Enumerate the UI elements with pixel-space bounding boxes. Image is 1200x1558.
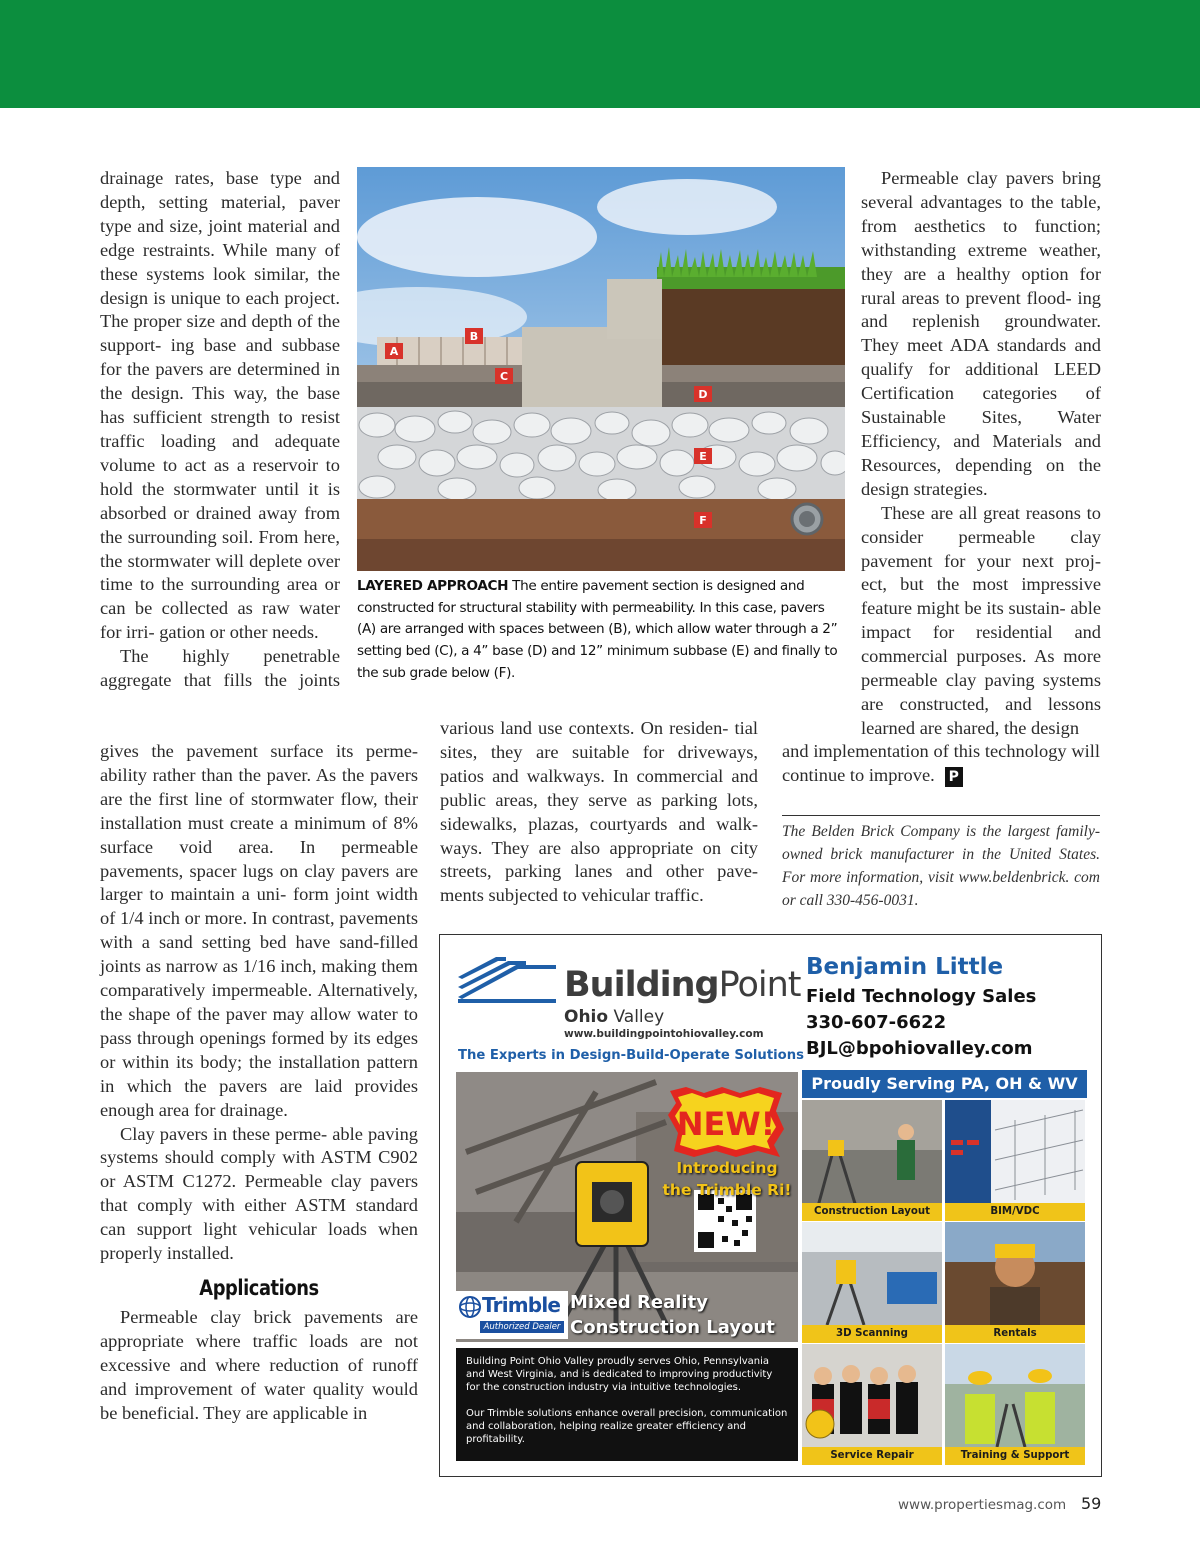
- end-mark-icon: P: [945, 767, 963, 787]
- article-paragraph: drainage rates, base type and depth, setting material, paver type and size, joint material and edge restraints. While many of these systems look similar, the design is unique to each project. The proper size and depth of the support- ing base and subbase for the pavers are determined in the design. This way, the base has sufficient strength to resist traffic loading and adequate volume to act as a reservoir to hold the stormwater until it is absorbed or drained away from the surrounding soil. From here, the stormwater will deplete over time to the surrounding area or can be collected as raw water for irri- gation or other needs.: [100, 168, 340, 643]
- figure-label-e: E: [699, 450, 707, 463]
- article-paragraph: These are all great reasons to consider permeable clay pavement for your next proj- ect, but the most impressive feature might be its sustain- able impact for residential and commercial purposes. As more permeable clay paving systems are constructed, and lessons learned are shared, the design: [861, 502, 1101, 738]
- intro-callout: Introducing the Trimble Ri!: [662, 1159, 792, 1199]
- contact-phone[interactable]: 330-607-6622: [806, 1012, 947, 1033]
- section-heading: Applications: [199, 1275, 319, 1300]
- author-bio: The Belden Brick Company is the largest family-owned brick manufacturer in the United States. For more information, visit www.beldenbrick. com or call 330-456-0031.: [782, 815, 1100, 912]
- article-paragraph: Permeable clay brick pavements are appropriate where traffic loads are not excessive and where reduction of runoff and improvement of water quality would be beneficial. They are applicable in: [100, 1306, 418, 1423]
- contact-name: Benjamin Little: [806, 954, 1004, 980]
- figure-label-f: F: [699, 514, 707, 527]
- page-number: 59: [1081, 1494, 1102, 1513]
- article-column-3-top: [861, 167, 1101, 741]
- figure-label-d: D: [698, 388, 708, 401]
- article-paragraph: Permeable clay pavers bring several advantages to the table, from aesthetics to function; withstanding extreme weather, they are a healthy option for rural areas to prevent flood- ing and replenish groundwater. They meet ADA standards and qualify for additional LEED Certification categories of Sustainable Sites, Water Efficiency, and Materials and Resources, depending on the design strategies.: [861, 168, 1101, 499]
- new-badge-text: NEW!: [676, 1105, 776, 1143]
- mixed-reality-callout: Mixed Reality Construction Layout: [570, 1292, 775, 1338]
- article-column-1-bottom: [100, 740, 418, 1425]
- article-column-2: [440, 717, 758, 908]
- trimble-globe-icon: [458, 1295, 482, 1319]
- pavement-layers-illustration: [357, 167, 845, 571]
- trimble-authorized-badge: Trimble Authorized Dealer: [456, 1291, 568, 1339]
- tile-bim-vdc[interactable]: BIM/VDC: [945, 1100, 1085, 1221]
- buildingpoint-advertisement[interactable]: [439, 934, 1102, 1477]
- ad-tagline: The Experts in Design-Build-Operate Solutions: [458, 1048, 804, 1063]
- contact-email[interactable]: BJL@bpohiovalley.com: [806, 1038, 1033, 1059]
- article-paragraph: various land use contexts. On residen- tial sites, they are suitable for driveways, patios and walkways. In commercial and public areas, they serve as parking lots, sidewalks, plazas, courtyards and walk- ways. They are also appropriate on city streets, parking lanes and other pave- ments subjected to vehicular traffic.: [440, 718, 758, 906]
- contact-title: Field Technology Sales: [806, 986, 1037, 1007]
- buildingpoint-logo-icon: [456, 957, 558, 1005]
- tile-construction-layout[interactable]: Construction Layout: [802, 1100, 942, 1221]
- article-paragraph: Clay pavers in these perme- able paving systems should comply with ASTM C902 or ASTM C1272. Permeable clay pavers that comply with either ASTM standard can support light vehicular loads when properly installed.: [100, 1123, 418, 1264]
- article-closing-text: and implementation of this technology will continue to improve.: [782, 741, 1100, 785]
- figure-label-c: C: [499, 370, 509, 383]
- article-paragraph: gives the pavement surface its perme- ability rather than the paver. As the pavers are the first line of stormwater flow, their installation must create a minimum of 8% surface void area. In permeable pavements, spacer lugs on clay pavers are larger to maintain a uni- form joint width of 1/4 inch or more. In contrast, pavements with a sand setting bed have sand-filled joints as narrow as 1/16 inch, making them comparatively impermeable. Alternatively, the shape of the paver may allow water to pass through openings formed by its edges or within its body; the installation pattern in which the pavers are laid provides enough area for drainage.: [100, 741, 418, 1120]
- ad-website[interactable]: www.buildingpointohiovalley.com: [564, 1028, 764, 1040]
- figure-caption: [357, 576, 847, 685]
- caption-lead: LAYERED APPROACH: [357, 578, 509, 594]
- footer-url[interactable]: www.propertiesmag.com: [898, 1497, 1067, 1513]
- tile-service-repair[interactable]: Service Repair: [802, 1344, 942, 1465]
- header-color-band: [0, 0, 1200, 108]
- pavement-section-photo: [357, 167, 845, 571]
- brand-name: BuildingPoint: [564, 965, 801, 1005]
- brand-region: Ohio Valley: [564, 1007, 665, 1027]
- article-paragraph: The highly penetrable aggregate that fills the joints: [100, 646, 340, 691]
- tile-training-support[interactable]: Training & Support: [945, 1344, 1085, 1465]
- article-column-3-end: [782, 740, 1100, 788]
- caption-text: The entire pavement section is designed and constructed for structural stability with permeability. In this case, pavers (A) are arranged with spaces between (B), which allow water through a 2” setting bed (C), a 4” base (D) and 12” minimum subbase (E) and finally to the sub grade below (F).: [357, 578, 838, 681]
- figure-label-a: A: [389, 345, 399, 358]
- new-badge-icon: [666, 1085, 786, 1159]
- tile-rentals[interactable]: Rentals: [945, 1222, 1085, 1343]
- ad-description: Building Point Ohio Valley proudly serves Ohio, Pennsylvania and West Virginia, and is dedicated to improving productivity for the construction industry via intuitive technologies. Our Trimble solutions enhance overall precision, communication and collaboration, helping realize greater efficiency and profitability.: [456, 1348, 798, 1461]
- figure-label-b: B: [469, 330, 479, 343]
- article-column-1-top: [100, 167, 340, 693]
- service-area-banner: Proudly Serving PA, OH & WV: [802, 1070, 1087, 1098]
- tile-3d-scanning[interactable]: 3D Scanning: [802, 1222, 942, 1343]
